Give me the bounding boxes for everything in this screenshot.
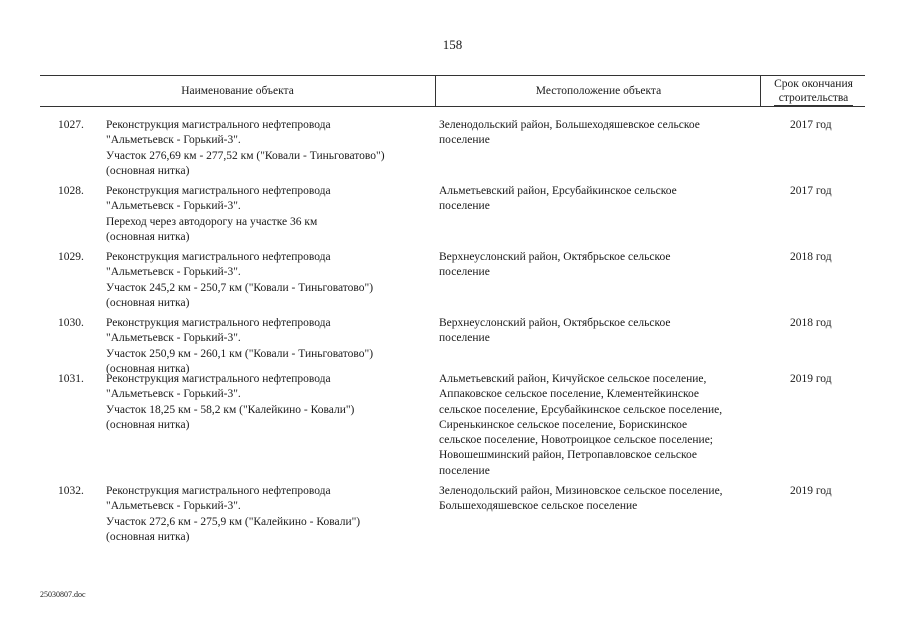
row-object-location bbox=[439, 250, 769, 281]
table-row bbox=[40, 250, 865, 316]
row-object-name bbox=[106, 484, 436, 545]
object-location-line: Альметьевский район, Ерсубайкинское сельское bbox=[439, 185, 677, 197]
object-name-line: Участок 250,9 км - 260,1 км ("Ковали - Тиньговатово") bbox=[106, 347, 374, 360]
object-name-line: (основная нитка) bbox=[106, 530, 190, 543]
object-name-line: Реконструкция магистрального нефтепровода bbox=[106, 251, 331, 263]
row-number: 1029. bbox=[58, 251, 84, 263]
object-name-line: (основная нитка) bbox=[106, 296, 190, 309]
row-construction-deadline: 2019 год bbox=[790, 373, 832, 385]
row-construction-deadline: 2018 год bbox=[790, 317, 832, 329]
object-location-line: поселение bbox=[439, 266, 490, 279]
document-filename: 25030807.doc bbox=[40, 590, 86, 599]
row-object-location bbox=[439, 118, 769, 149]
table-header bbox=[40, 75, 865, 107]
object-location-line: Альметьевский район, Кичуйское сельское поселение, bbox=[439, 373, 707, 385]
object-name-line: Участок 276,69 км - 277,52 км ("Ковали - Тиньговатово") bbox=[106, 149, 385, 162]
object-location-line: Сиренькинское сельское поселение, Борискинское bbox=[439, 418, 688, 431]
object-location-line: поселение bbox=[439, 200, 490, 213]
row-number: 1028. bbox=[58, 185, 84, 197]
object-name-line: Участок 245,2 км - 250,7 км ("Ковали - Тиньговатово") bbox=[106, 281, 374, 294]
table-row bbox=[40, 118, 865, 184]
row-number: 1030. bbox=[58, 317, 84, 329]
table-row bbox=[40, 372, 865, 484]
object-name-line: "Альметьевск - Горький-3". bbox=[106, 134, 241, 147]
object-location-line: Аппаковское сельское поселение, Клементейкинское bbox=[439, 388, 699, 401]
header-object-name-label: Наименование объекта bbox=[181, 85, 294, 97]
object-location-line: Верхнеуслонский район, Октябрьское сельское bbox=[439, 317, 671, 329]
object-location-line: Верхнеуслонский район, Октябрьское сельское bbox=[439, 251, 671, 263]
object-name-line: Участок 18,25 км - 58,2 км ("Калейкино - Ковали") bbox=[106, 403, 355, 416]
row-object-name bbox=[106, 372, 436, 433]
object-name-line: "Альметьевск - Горький-3". bbox=[106, 500, 241, 513]
row-construction-deadline: 2017 год bbox=[790, 119, 832, 131]
object-name-line: "Альметьевск - Горький-3". bbox=[106, 266, 241, 279]
row-object-location bbox=[439, 316, 769, 347]
row-number: 1031. bbox=[58, 373, 84, 385]
object-location-line: Зеленодольский район, Большеходяшевское сельское bbox=[439, 119, 700, 131]
object-name-line: "Альметьевск - Горький-3". bbox=[106, 388, 241, 401]
object-name-line: (основная нитка) bbox=[106, 362, 190, 375]
object-name-line: "Альметьевск - Горький-3". bbox=[106, 332, 241, 345]
row-object-location bbox=[439, 484, 769, 515]
header-object-name bbox=[40, 76, 435, 106]
object-name-line: Реконструкция магистрального нефтепровода bbox=[106, 185, 331, 197]
object-name-line: Реконструкция магистрального нефтепровода bbox=[106, 119, 331, 131]
object-name-line: Реконструкция магистрального нефтепровода bbox=[106, 373, 331, 385]
row-object-name bbox=[106, 118, 436, 179]
row-object-name bbox=[106, 316, 436, 377]
header-construction-deadline bbox=[760, 76, 866, 106]
object-location-line: поселение bbox=[439, 464, 490, 477]
row-number: 1027. bbox=[58, 119, 84, 131]
object-name-line: Реконструкция магистрального нефтепровода bbox=[106, 485, 331, 497]
object-location-line: поселение bbox=[439, 134, 490, 147]
row-construction-deadline: 2019 год bbox=[790, 485, 832, 497]
object-name-line: (основная нитка) bbox=[106, 418, 190, 431]
row-object-location bbox=[439, 184, 769, 215]
row-object-name bbox=[106, 184, 436, 245]
header-deadline-line2: строительства bbox=[774, 91, 853, 106]
object-location-line: Новошешминский район, Петропавловское сельское bbox=[439, 449, 697, 462]
object-name-line: Переход через автодорогу на участке 36 км bbox=[106, 215, 318, 228]
header-object-location bbox=[435, 76, 761, 106]
table-row bbox=[40, 484, 865, 554]
object-location-line: поселение bbox=[439, 332, 490, 345]
table-body bbox=[40, 118, 865, 554]
object-name-line: Участок 272,6 км - 275,9 км ("Калейкино - Ковали") bbox=[106, 515, 361, 528]
header-deadline-line1: Срок окончания bbox=[774, 77, 853, 90]
object-name-line: Реконструкция магистрального нефтепровода bbox=[106, 317, 331, 329]
row-construction-deadline: 2018 год bbox=[790, 251, 832, 263]
row-object-location bbox=[439, 372, 769, 479]
header-object-location-label: Местоположение объекта bbox=[535, 85, 662, 97]
table-row bbox=[40, 184, 865, 250]
object-name-line: "Альметьевск - Горький-3". bbox=[106, 200, 241, 213]
object-location-line: Зеленодольский район, Мизиновское сельское поселение, bbox=[439, 485, 723, 497]
object-location-line: сельское поселение, Новотроицкое сельское поселение; bbox=[439, 434, 714, 447]
object-name-line: (основная нитка) bbox=[106, 230, 190, 243]
object-location-line: сельское поселение, Ерсубайкинское сельское поселение, bbox=[439, 403, 723, 416]
object-location-line: Большеходяшевское сельское поселение bbox=[439, 500, 638, 513]
table-row bbox=[40, 316, 865, 375]
row-object-name bbox=[106, 250, 436, 311]
object-name-line: (основная нитка) bbox=[106, 164, 190, 177]
row-number: 1032. bbox=[58, 485, 84, 497]
page-number: 158 bbox=[442, 37, 463, 52]
row-construction-deadline: 2017 год bbox=[790, 185, 832, 197]
